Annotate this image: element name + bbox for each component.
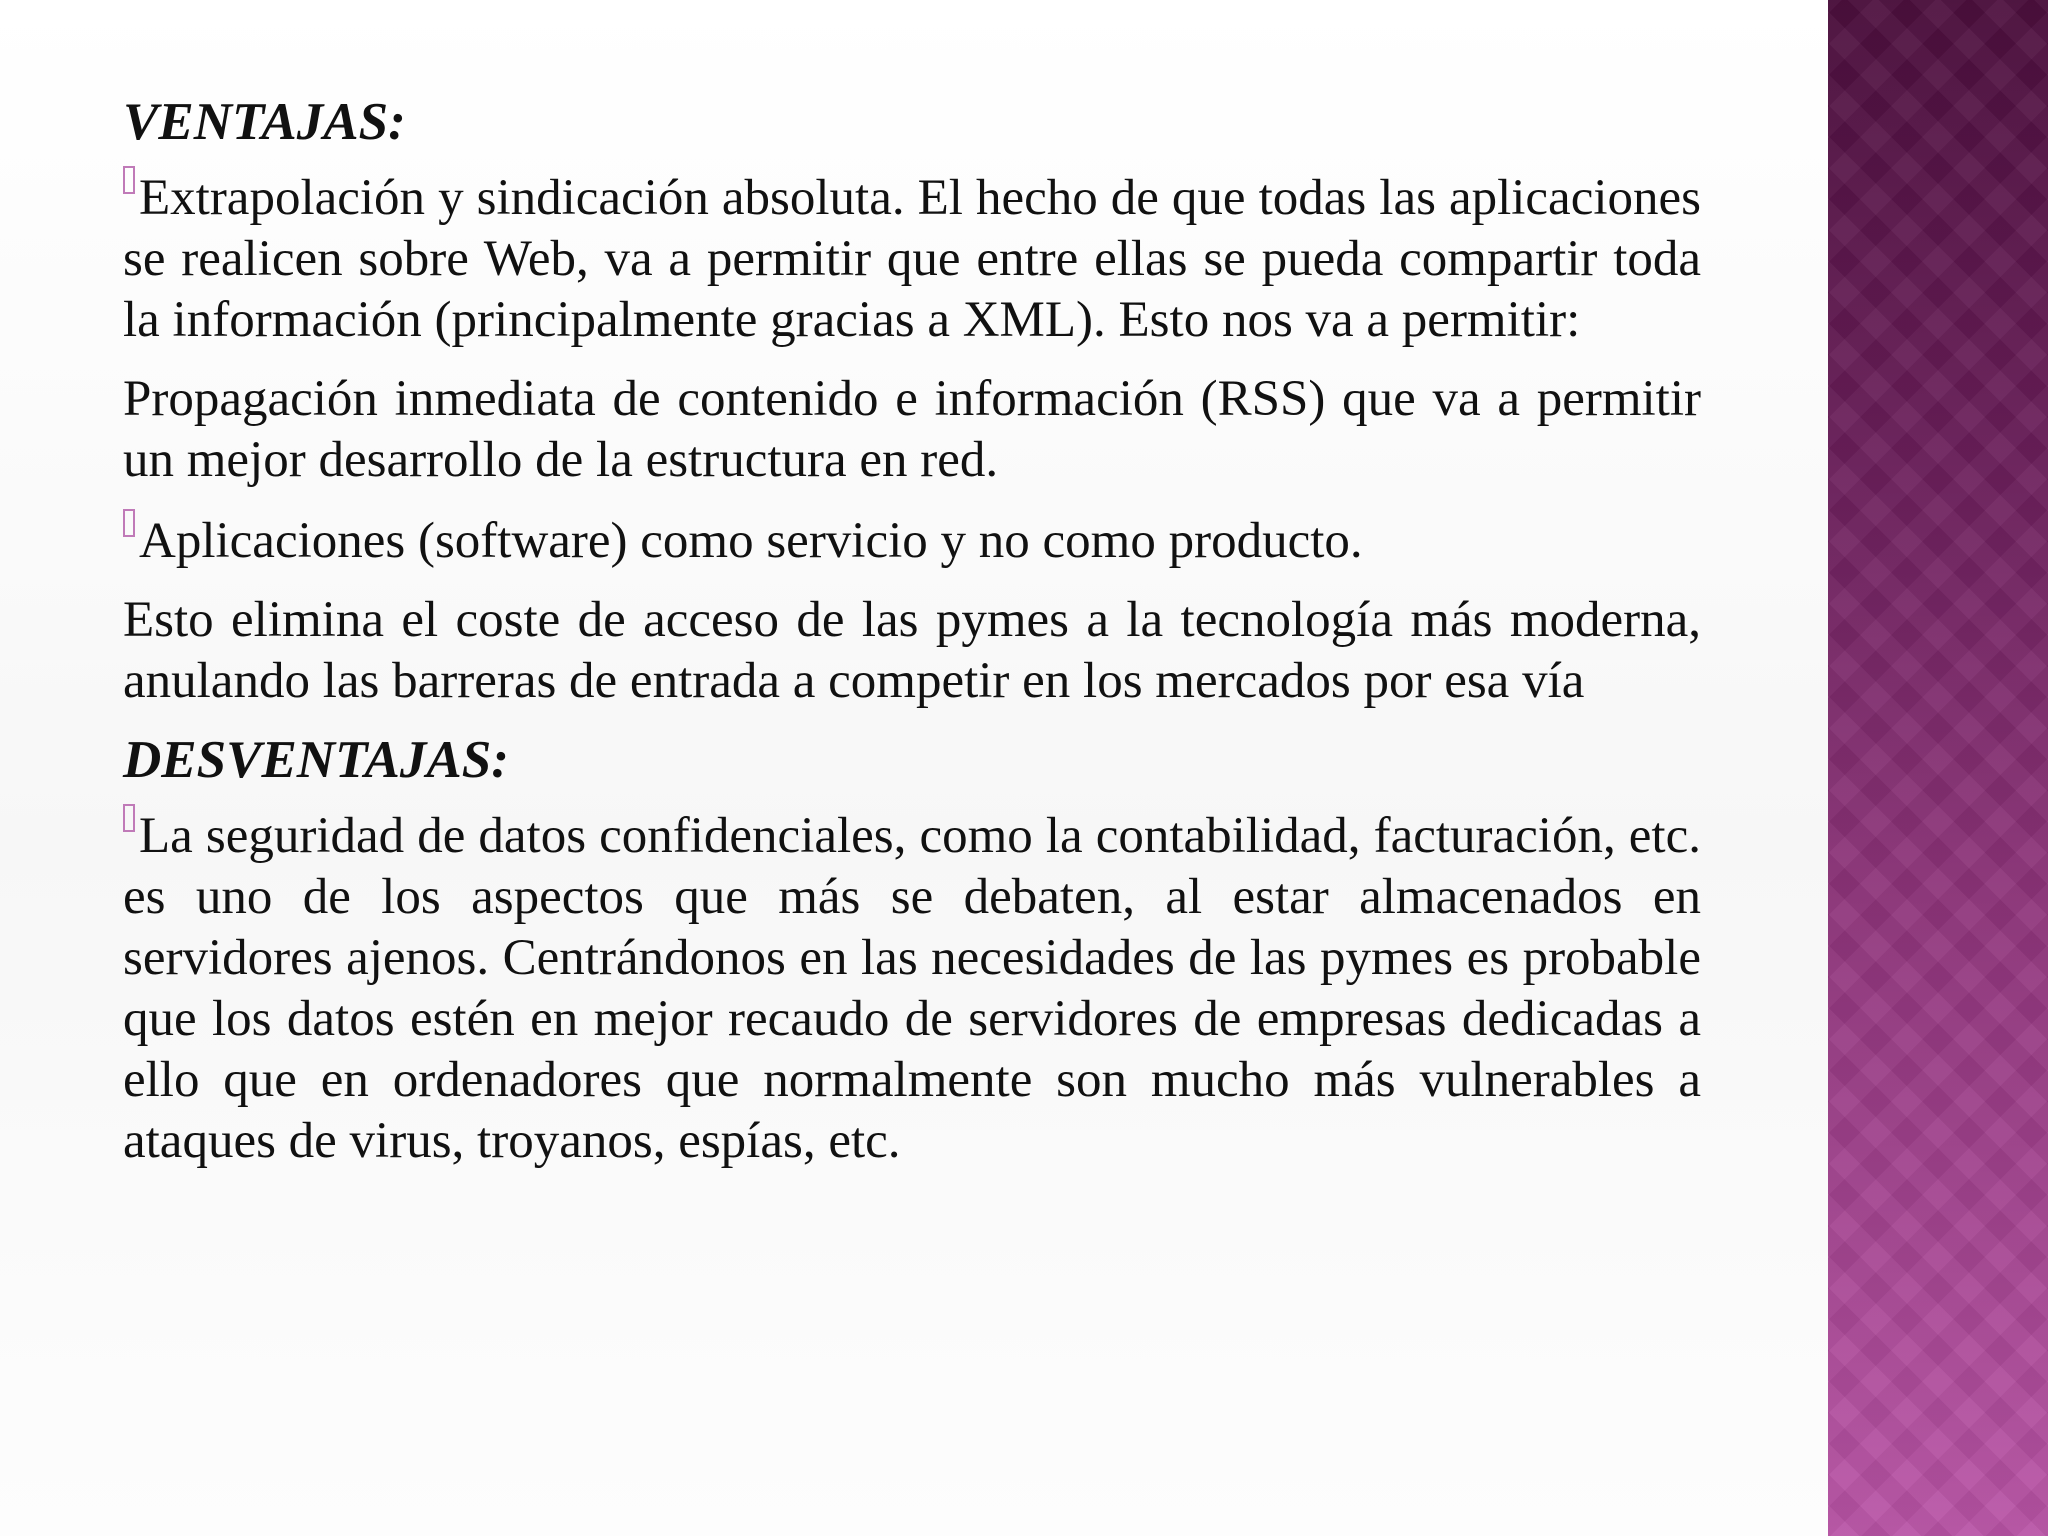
bullet-icon [123, 804, 135, 832]
bullet-icon [123, 166, 135, 194]
paragraph-extrapolacion [123, 166, 1701, 351]
paragraph-text: Aplicaciones (software) como servicio y no como producto. [139, 513, 1363, 569]
paragraph-coste [123, 590, 1701, 712]
heading-desventajas: DESVENTAJAS: [123, 731, 509, 789]
bullet-icon [123, 509, 135, 537]
paragraph-seguridad [123, 804, 1701, 1172]
heading-ventajas: VENTAJAS: [123, 93, 406, 151]
paragraph-aplicaciones [123, 509, 1701, 572]
decorative-side-band [1828, 0, 2048, 1536]
slide-content [123, 92, 1701, 1190]
paragraph-text: Extrapolación y sindicación absoluta. El hecho de que todas las aplicaciones se realicen sobre Web, va a permitir que entre ellas se pueda compartir toda la información (principalmente gracias a XML). Esto nos va a permitir: [123, 170, 1701, 348]
paragraph-text: La seguridad de datos confidenciales, como la contabilidad, facturación, etc. es uno de los aspectos que más se debaten, al estar almacenados en servidores ajenos. Centrándonos en las necesidades de las pymes es probable que los datos estén en mejor recaudo de servidores de empresas dedicadas a ello que en ordenadores que normalmente son mucho más vulnerables a ataques de virus, troyanos, espías, etc. [123, 808, 1701, 1169]
paragraph-text: Propagación inmediata de contenido e información (RSS) que va a permitir un mejor desarrollo de la estructura en red. [123, 371, 1701, 488]
paragraph-text: Esto elimina el coste de acceso de las pymes a la tecnología más moderna, anulando las barreras de entrada a competir en los mercados por esa vía [123, 592, 1701, 709]
paragraph-propagacion [123, 369, 1701, 491]
